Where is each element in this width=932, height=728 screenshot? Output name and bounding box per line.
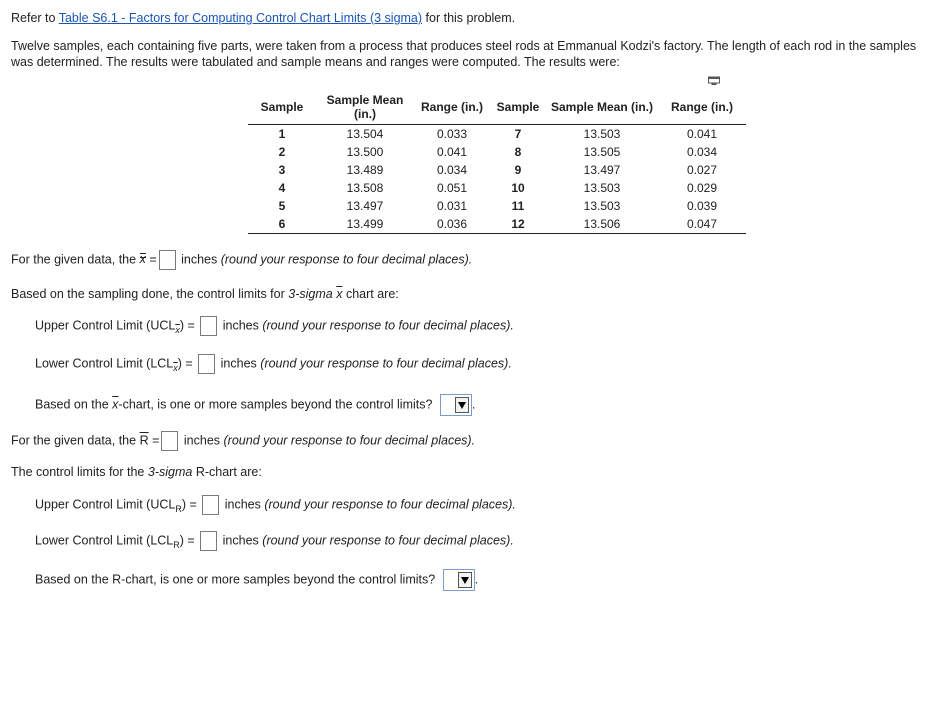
- rbar-unit: inches: [183, 433, 221, 448]
- sample-mean: 13.504: [346, 127, 384, 141]
- lcl-xbar-answer-input[interactable]: [198, 354, 215, 374]
- sample-range: 0.034: [436, 163, 468, 177]
- sample-number: 7: [514, 127, 522, 141]
- intro-prefix: Refer to: [11, 11, 56, 25]
- table-row: [248, 161, 746, 179]
- xbar-beyond-prefix: Based on the: [35, 397, 109, 412]
- r-limits-prefix: The control limits for the: [11, 465, 145, 479]
- r-beyond-question: Based on the R-chart, is one or more samples beyond the control limits? .: [35, 569, 478, 591]
- sample-range: 0.047: [658, 215, 746, 234]
- sample-mean: 13.503: [583, 181, 621, 195]
- sample-range: 0.036: [414, 215, 490, 234]
- xbar-beyond-dropdown[interactable]: [440, 394, 472, 416]
- ucl-xbar-unit: inches: [222, 318, 259, 333]
- ucl-r-unit: inches: [224, 497, 261, 512]
- lcl-r-label: Lower Control Limit (LCL: [35, 533, 174, 548]
- sample-range: 0.041: [436, 145, 468, 159]
- xbar-limits-prefix: Based on the sampling done, the control limits for: [11, 287, 285, 301]
- sample-number: 3: [278, 163, 286, 177]
- ucl-r-label: Upper Control Limit (UCL: [35, 497, 176, 512]
- sample-mean: 13.499: [316, 215, 414, 234]
- col-header-sample-mean: Sample Mean (in.): [316, 89, 414, 125]
- lcl-r-answer-input[interactable]: [200, 531, 217, 551]
- lcl-r-sub: R: [173, 539, 180, 550]
- table-row: [248, 215, 746, 234]
- sample-range: 0.027: [686, 163, 718, 177]
- xdoublebar-prefix: For the given data, the: [11, 252, 137, 267]
- rbar-symbol: $\overline{R}$: [139, 433, 149, 448]
- table-header-row: [248, 89, 746, 125]
- lcl-xbar-label: Lower Control Limit (LCL: [35, 356, 174, 371]
- xbar-limits-symbol: $\overline{x}$: [336, 287, 343, 301]
- sample-range: 0.039: [686, 199, 718, 213]
- problem-text: Twelve samples, each containing five parts, were taken from a process that produces steel rods at Emmanual Kodzi's factory. The length of each rod in the samples was determined. The results were tabulated and sample means and ranges were computed. The results were:: [11, 39, 917, 69]
- sample-number: 1: [278, 127, 286, 141]
- col-header-range: Range (in.): [414, 89, 490, 125]
- sample-data-table: [248, 89, 746, 234]
- ucl-xbar-answer-input[interactable]: [200, 316, 217, 336]
- xbar-beyond-suffix: -chart, is one or more samples beyond the control limits?: [118, 397, 433, 412]
- sample-range: 0.051: [436, 181, 468, 195]
- sample-range: 0.041: [686, 127, 718, 141]
- sample-range: 0.034: [686, 145, 718, 159]
- col-header-sample: Sample: [248, 89, 316, 125]
- xbar-limits-sigma: 3-sigma: [288, 287, 333, 301]
- dropdown-arrow-icon: [458, 572, 472, 588]
- sample-mean: 13.508: [346, 181, 384, 195]
- sample-range: 0.029: [686, 181, 718, 195]
- table-s6-1-link[interactable]: Table S6.1 - Factors for Computing Control Chart Limits (3 sigma): [58, 11, 423, 25]
- ucl-r-hint: (round your response to four decimal places).: [264, 497, 516, 512]
- sample-mean: 13.505: [583, 145, 621, 159]
- r-limits-suffix: R-chart are:: [195, 465, 262, 479]
- r-limits-sigma: 3-sigma: [147, 465, 193, 479]
- sample-number: 4: [278, 181, 286, 195]
- lcl-r-hint: (round your response to four decimal places).: [262, 533, 514, 548]
- xbar-beyond-question: Based on the $\overline{x}$-chart, is one or more samples beyond the control limits? .: [35, 394, 475, 416]
- sample-number: 9: [514, 163, 522, 177]
- ucl-r-answer-input[interactable]: [202, 495, 219, 515]
- ucl-xbar-close: ) =: [179, 318, 195, 333]
- sample-range: 0.031: [436, 199, 468, 213]
- sample-number: 2: [278, 145, 286, 159]
- sample-mean: 13.506: [546, 215, 658, 234]
- table-row: [248, 179, 746, 197]
- ucl-xbar-hint: (round your response to four decimal places).: [262, 318, 514, 333]
- table-row: [248, 125, 746, 144]
- table-row: [248, 197, 746, 215]
- xdoublebar-symbol: x: [139, 252, 146, 267]
- rbar-hint: (round your response to four decimal places).: [223, 433, 476, 448]
- ucl-r-close: ) =: [181, 497, 197, 512]
- lcl-xbar-sub: x: [173, 362, 178, 373]
- xdoublebar-answer-input[interactable]: [159, 250, 176, 270]
- sample-number: 6: [248, 215, 316, 234]
- xdoublebar-unit: inches: [181, 252, 218, 267]
- col-header-sample-2: Sample: [490, 89, 546, 125]
- intro-line: [11, 11, 515, 25]
- dropdown-arrow-icon: [455, 397, 469, 413]
- ucl-xbar-label: Upper Control Limit (UCL: [35, 318, 176, 333]
- sample-number: 10: [511, 181, 525, 195]
- question-r-limits: [11, 465, 262, 479]
- xdoublebar-eq: =: [149, 252, 157, 267]
- rbar-eq: =: [152, 433, 160, 448]
- sample-number: 12: [490, 215, 546, 234]
- intro-suffix: for this problem.: [425, 11, 516, 25]
- r-beyond-text: Based on the R-chart, is one or more samples beyond the control limits?: [35, 572, 436, 587]
- ucl-xbar-row: [35, 316, 514, 336]
- lcl-r-row: [35, 531, 514, 551]
- question-xbar-limits: [11, 287, 399, 301]
- lcl-xbar-row: [35, 354, 512, 374]
- ucl-r-sub: R: [175, 503, 182, 514]
- sample-mean: 13.500: [346, 145, 384, 159]
- sample-mean: 13.503: [583, 199, 621, 213]
- lcl-xbar-unit: inches: [220, 356, 257, 371]
- r-beyond-dropdown[interactable]: [443, 569, 475, 591]
- lcl-r-close: ) =: [179, 533, 195, 548]
- copy-table-icon[interactable]: [707, 76, 721, 86]
- col-header-range-2: Range (in.): [658, 89, 746, 125]
- xbar-beyond-symbol: $\overline{x}$: [112, 397, 119, 412]
- sample-mean: 13.497: [583, 163, 621, 177]
- sample-number: 5: [278, 199, 286, 213]
- sample-number: 11: [511, 199, 525, 213]
- xbar-limits-suffix: chart are:: [345, 287, 399, 301]
- question-xdoublebar: [11, 250, 472, 270]
- rbar-answer-input[interactable]: [161, 431, 178, 451]
- sample-number: 8: [514, 145, 522, 159]
- lcl-xbar-hint: (round your response to four decimal places).: [260, 356, 512, 371]
- sample-mean: 13.489: [346, 163, 384, 177]
- sample-mean: 13.503: [583, 127, 621, 141]
- sample-mean: 13.497: [346, 199, 384, 213]
- question-rbar: [11, 431, 475, 451]
- ucl-xbar-sub: x: [175, 324, 180, 335]
- table-row: [248, 143, 746, 161]
- rbar-prefix: For the given data, the: [11, 433, 137, 448]
- lcl-r-unit: inches: [222, 533, 259, 548]
- lcl-xbar-close: ) =: [177, 356, 193, 371]
- xdoublebar-hint: (round your response to four decimal places).: [220, 252, 473, 267]
- sample-range: 0.033: [436, 127, 468, 141]
- ucl-r-row: [35, 495, 516, 515]
- col-header-sample-mean-2: Sample Mean (in.): [546, 89, 658, 125]
